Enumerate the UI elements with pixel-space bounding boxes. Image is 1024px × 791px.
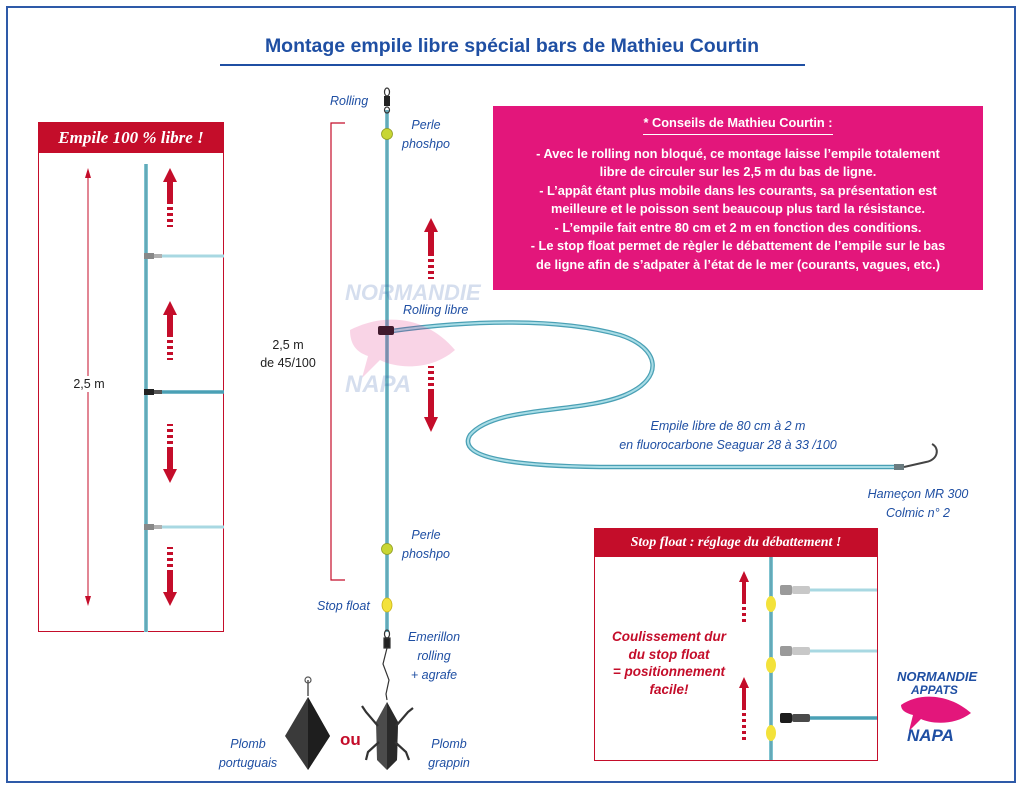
advice-line-2: libre de circuler sur les 2,5 m du bas de ligne. — [599, 164, 877, 179]
leader-label — [606, 417, 850, 455]
leader-line-1: Empile libre de 80 cm à 2 m — [650, 419, 806, 433]
main-length-line-1: 2,5 m — [272, 338, 304, 352]
perle-top-bead — [382, 129, 393, 140]
advice-line-6: - Le stop float permet de règler le débattement de l’empile sur le bas — [530, 238, 946, 253]
plomb-left-line-2: portuguais — [218, 756, 278, 770]
rolling-top — [384, 88, 390, 113]
stop-note-line-2: du stop float — [628, 646, 710, 662]
perle-top-label — [398, 116, 454, 154]
emerillon-line-1: Emerillon — [407, 630, 461, 644]
left-red-arrows — [163, 168, 177, 606]
advice-heading: * Conseils de Mathieu Courtin : — [643, 114, 832, 135]
main-length-line-2: de 45/100 — [260, 356, 316, 370]
plomb-portuguais-label — [212, 735, 284, 773]
perle-bottom-line-1: Perle — [411, 528, 441, 542]
stop-note-line-3: = positionnement — [612, 664, 726, 679]
stop-float-bead — [382, 598, 392, 612]
hook-line-1: Hameçon MR 300 — [867, 487, 969, 501]
svg-text:NAPA: NAPA — [345, 371, 412, 398]
weights-separator: ou — [340, 730, 361, 749]
stop-float-panel-title: Stop float : réglage du débattement ! — [594, 528, 878, 557]
stop-note-line-4: facile! — [649, 681, 689, 697]
rolling-libre-label: Rolling libre — [403, 303, 469, 317]
perle-bottom-line-2: phoshpo — [402, 547, 450, 561]
page-title: Montage empile libre spécial bars de Mathieu Courtin — [264, 35, 760, 57]
advice-line-4: meilleure et le poisson sent beaucoup plus tard la résistance. — [550, 201, 926, 216]
plomb-right-line-2: grappin — [428, 756, 470, 770]
stop-float-note — [604, 628, 734, 698]
logo-text-bottom: NAPA — [907, 726, 954, 745]
perle-top-line-2: phoshpo — [402, 137, 450, 151]
advice-line-7: de ligne afin de s’adpater à l’état de le mer (courants, vagues, etc.) — [536, 256, 940, 272]
advice-box — [493, 106, 983, 290]
rolling-label: Rolling — [330, 94, 369, 108]
perle-bottom-label — [398, 526, 454, 564]
stop-note-line-1: Coulissement dur — [611, 629, 727, 644]
hook — [894, 444, 937, 470]
advice-line-3: - L’appât étant plus mobile dans les courants, sa présentation est — [539, 182, 937, 198]
plomb-portuguais-shape — [285, 677, 330, 770]
normandie-appats-logo — [893, 665, 983, 745]
plomb-left-line-1: Plomb — [230, 737, 266, 751]
hook-line-2: Colmic n° 2 — [885, 506, 951, 520]
length-bracket — [331, 123, 345, 580]
leader-line-2: en fluorocarbone Seaguar 28 à 33 /100 — [619, 438, 837, 452]
advice-line-1: - Avec le rolling non bloqué, ce montage laisse l’empile totalement — [536, 145, 940, 161]
logo-text-middle: APPATS — [911, 683, 958, 697]
left-length-label: 2,5 m — [73, 377, 105, 391]
emerillon-clip — [383, 630, 390, 700]
advice-line-5: - L’empile fait entre 80 cm et 2 m en fonction des conditions. — [554, 219, 922, 235]
svg-text:NORMANDIE: NORMANDIE — [345, 280, 481, 305]
plomb-grappin-label — [420, 735, 478, 773]
left-leaders — [144, 253, 224, 530]
main-length-label — [254, 336, 322, 372]
hook-label — [862, 485, 974, 523]
emerillon-line-3: + agrafe — [410, 668, 458, 682]
plomb-right-line-1: Plomb — [431, 737, 467, 751]
logo-text-top: NORMANDIE — [897, 669, 978, 684]
stop-float-label: Stop float — [317, 599, 370, 613]
watermark-logo — [345, 280, 482, 398]
plomb-grappin-shape — [362, 702, 413, 770]
emerillon-line-2: rolling — [417, 649, 451, 663]
perle-bottom-bead — [382, 544, 393, 555]
perle-top-line-1: Perle — [411, 118, 441, 132]
emerillon-label — [402, 628, 466, 685]
left-panel-title: Empile 100 % libre ! — [38, 122, 224, 153]
